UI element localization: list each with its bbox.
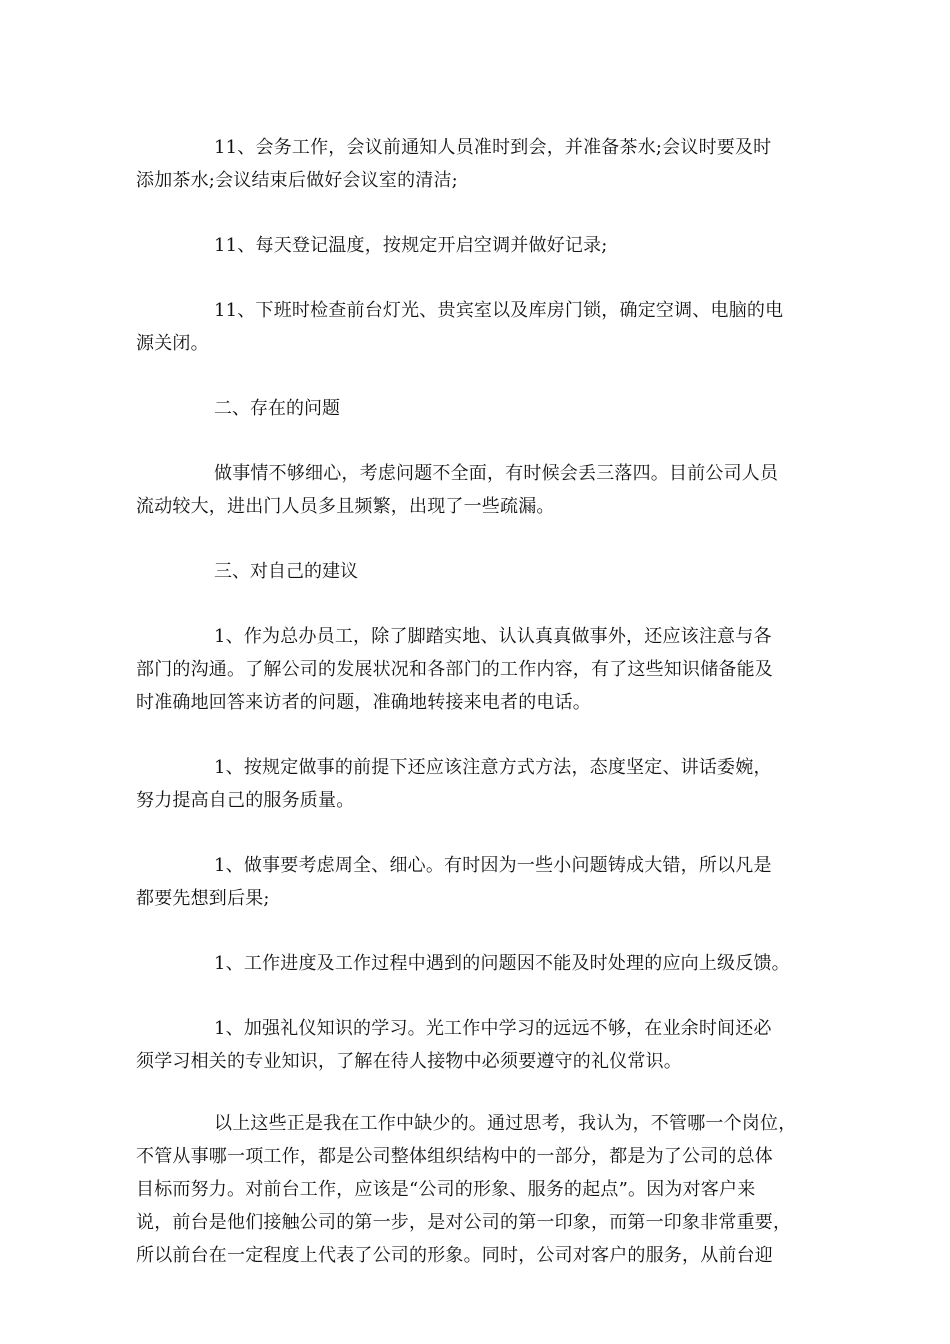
document-body	[136, 131, 826, 1304]
text-line: 1、做事要考虑周全、细心。有时因为一些小问题铸成大错，所以凡是	[214, 855, 772, 876]
text-line: 1、加强礼仪知识的学习。光工作中学习的远远不够，在业余时间还必	[214, 1018, 772, 1039]
paragraph-suggestion-method	[136, 751, 826, 817]
text-line: 流动较大，进出门人员多且频繁，出现了一些疏漏。	[136, 496, 555, 517]
paragraph-closing-check	[136, 294, 826, 360]
text-line: 须学习相关的专业知识，了解在待人接物中必须要遵守的礼仪常识。	[136, 1051, 682, 1072]
text-line: 以上这些正是我在工作中缺少的。通过思考，我认为，不管哪一个岗位，	[214, 1113, 797, 1134]
paragraph-meeting-duties	[136, 131, 826, 197]
paragraph-problems	[136, 457, 826, 523]
paragraph-conclusion	[136, 1107, 826, 1272]
text-line: 做事情不够细心，考虑问题不全面，有时候会丢三落四。目前公司人员	[214, 463, 779, 484]
paragraph-temperature-log	[136, 229, 826, 262]
paragraph-suggestion-communication	[136, 620, 826, 719]
text-line: 1、作为总办员工，除了脚踏实地、认认真真做事外，还应该注意与各	[214, 626, 772, 647]
text-line: 目标而努力。对前台工作，应该是“公司的形象、服务的起点”。因为对客户来	[136, 1179, 756, 1200]
paragraph-suggestion-etiquette	[136, 1012, 826, 1078]
text-line: 都要先想到后果;	[136, 888, 270, 909]
text-line: 部门的沟通。了解公司的发展状况和各部门的工作内容，有了这些知识储备能及	[136, 659, 773, 680]
paragraph-suggestion-careful	[136, 849, 826, 915]
text-line: 时准确地回答来访者的问题，准确地转接来电者的电话。	[136, 692, 591, 713]
text-line: 1、工作进度及工作过程中遇到的问题因不能及时处理的应向上级反馈。	[214, 953, 790, 974]
paragraph-suggestion-feedback	[136, 947, 826, 980]
text-line: 不管从事哪一项工作，都是公司整体组织结构中的一部分，都是为了公司的总体	[136, 1146, 773, 1167]
text-line: 11、每天登记温度，按规定开启空调并做好记录;	[214, 235, 608, 256]
text-line: 源关闭。	[136, 333, 209, 354]
text-line: 说，前台是他们接触公司的第一步，是对公司的第一印象，而第一印象非常重要，	[136, 1212, 792, 1233]
text-line: 努力提高自己的服务质量。	[136, 790, 355, 811]
text-line: 11、下班时检查前台灯光、贵宾室以及库房门锁，确定空调、电脑的电	[214, 300, 784, 321]
text-line: 11、会务工作，会议前通知人员准时到会，并准备茶水;会议时要及时	[214, 137, 772, 158]
text-line: 所以前台在一定程度上代表了公司的形象。同时，公司对客户的服务，从前台迎	[136, 1245, 773, 1266]
text-line: 1、按规定做事的前提下还应该注意方式方法，态度坚定、讲话委婉，	[214, 757, 772, 778]
section-heading-suggestions: 三、对自己的建议	[214, 561, 358, 582]
text-line: 添加茶水;会议结束后做好会议室的清洁;	[136, 170, 458, 191]
section-heading-problems: 二、存在的问题	[214, 398, 340, 419]
